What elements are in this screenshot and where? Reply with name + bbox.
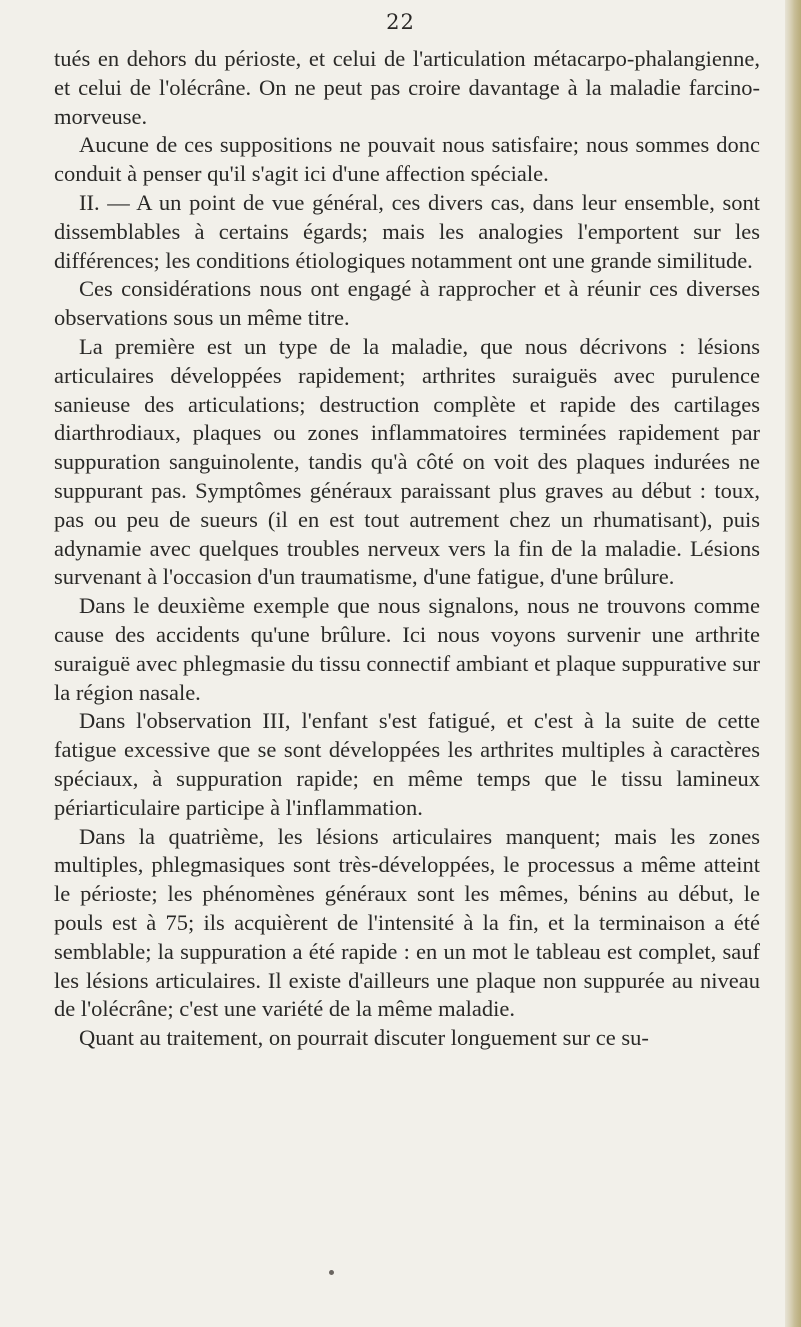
paragraph: Quant au traitement, on pourrait discuter longuement sur ce su-: [79, 1025, 649, 1051]
paragraph: Dans l'observation III, l'enfant s'est fatigué, et c'est à la suite de cette fatigue excessive que se sont développées les arthrites multiples à caractères spéciaux, à suppuration rapide; en même temps que le tissu lamineux périarticulaire participe à l'inflammation.: [54, 708, 760, 820]
paragraph: La première est un type de la maladie, que nous décrivons : lésions articulaires développées rapidement; arthrites suraiguës avec purulence sanieuse des articulations; destruction complète et rapide des cartilages diarthrodiaux, plaques ou zones inflammatoires terminées rapidement par suppuration sanguinolente, tandis qu'à côté on voit des plaques indurées ne suppurant pas. Symptômes généraux paraissant plus graves au début : toux, pas ou peu de sueurs (il en est tout autrement chez un rhumatisant), puis adynamie avec quelques troubles nerveux vers la fin de la maladie. Lésions survenant à l'occasion d'un traumatisme, d'une fatigue, d'une brûlure.: [54, 333, 760, 590]
paragraph: Dans la quatrième, les lésions articulaires manquent; mais les zones multiples, phlegmasiques sont très-développées, le processus a même atteint le périoste; les phénomènes généraux sont les mêmes, bénins au début, le pouls est à 75; ils acquièrent de l'intensité à la fin, et la terminaison a été semblable; la suppuration a été rapide : en un mot le tableau est complet, sauf les lésions articulaires. Il existe d'ailleurs une plaque non suppurée au niveau de l'olécrâne; c'est une variété de la même maladie.: [54, 823, 760, 1022]
paragraph: Dans le deuxième exemple que nous signalons, nous ne trouvons comme cause des accidents qu'une brûlure. Ici nous voyons survenir une arthrite suraiguë avec phlegmasie du tissu connectif ambiant et plaque suppurative sur la région nasale.: [54, 593, 760, 705]
paragraph: II. — A un point de vue général, ces divers cas, dans leur ensemble, sont dissemblables à certains égards; mais les analogies l'emportent sur les différences; les conditions étiologiques notamment ont une grande similitude.: [54, 189, 760, 273]
paragraph: Aucune de ces suppositions ne pouvait nous satisfaire; nous sommes donc conduit à penser qu'il s'agit ici d'une affection spéciale.: [54, 132, 760, 187]
page-edge: [785, 0, 801, 1327]
paragraph: tués en dehors du périoste, et celui de l'articulation métacarpo-phalangienne, et celui de l'olécrâne. On ne peut pas croire davantage à la maladie farcino-morveuse.: [54, 46, 760, 129]
page-number: 22: [386, 10, 415, 34]
body-text: [54, 45, 760, 1053]
ink-speck: [329, 1270, 334, 1275]
paragraph: Ces considérations nous ont engagé à rapprocher et à réunir ces diverses observations sous un même titre.: [54, 276, 760, 331]
